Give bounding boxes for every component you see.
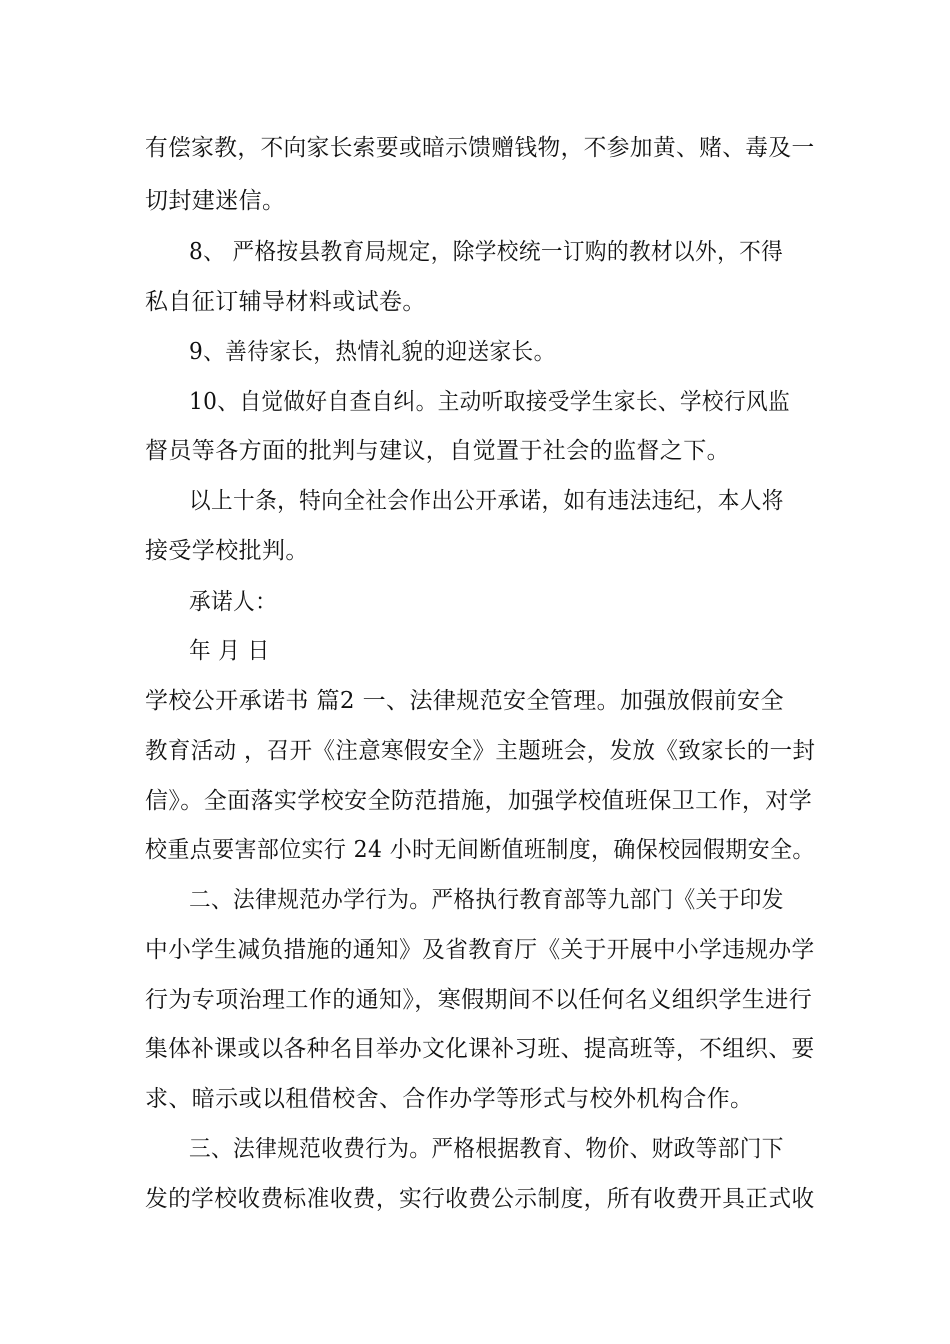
text-line: 私自征订辅导材料或试卷。: [145, 289, 426, 315]
text-line: 集体补课或以各种名目举办文化课补习班、提高班等，不组织、要: [145, 1036, 815, 1062]
text-line: 校重点要害部位实行 24 小时无间断值班制度，确保校园假期安全。: [145, 837, 815, 863]
text-line: 10、自觉做好自查自纠。主动听取接受学生家长、学校行风监: [189, 389, 791, 415]
text-line: 9、善待家长，热情礼貌的迎送家长。: [189, 339, 556, 365]
text-line: 信》。全面落实学校安全防范措施，加强学校值班保卫工作，对学: [145, 788, 813, 814]
text-line: 有偿家教，不向家长索要或暗示馈赠钱物，不参加黄、赌、毒及一: [145, 135, 815, 161]
text-line: 行为专项治理工作的通知》，寒假期间不以任何名义组织学生进行: [145, 987, 813, 1013]
text-line: 教育活动 ，召开《注意寒假安全》主题班会，发放《致家长的一封: [145, 738, 816, 764]
text-line: 8、 严格按县教育局规定，除学校统一订购的教材以外，不得: [189, 239, 784, 265]
text-line: 接受学校批判。: [145, 538, 309, 564]
text-line: 发的学校收费标准收费，实行收费公示制度，所有收费开具正式收: [145, 1186, 815, 1212]
text-line: 求、暗示或以租借校舍、合作办学等形式与校外机构合作。: [145, 1086, 754, 1112]
text-line: 二、法律规范办学行为。严格执行教育部等九部门《关于印发: [189, 887, 784, 913]
signer-label: 承诺人：: [189, 589, 278, 615]
section-heading-line: 学校公开承诺书 篇2 一、法律规范安全管理。加强放假前安全: [145, 688, 784, 714]
date-line: 年 月 日: [189, 638, 270, 664]
text-line: 三、法律规范收费行为。严格根据教育、物价、财政等部门下: [189, 1136, 784, 1162]
text-line: 中小学生减负措施的通知》及省教育厅《关于开展中小学违规办学: [145, 937, 815, 963]
text-line: 督员等各方面的批判与建议，自觉置于社会的监督之下。: [145, 438, 730, 464]
text-line: 以上十条，特向全社会作出公开承诺，如有违法违纪，本人将: [189, 488, 784, 514]
text-line: 切封建迷信。: [145, 188, 286, 214]
